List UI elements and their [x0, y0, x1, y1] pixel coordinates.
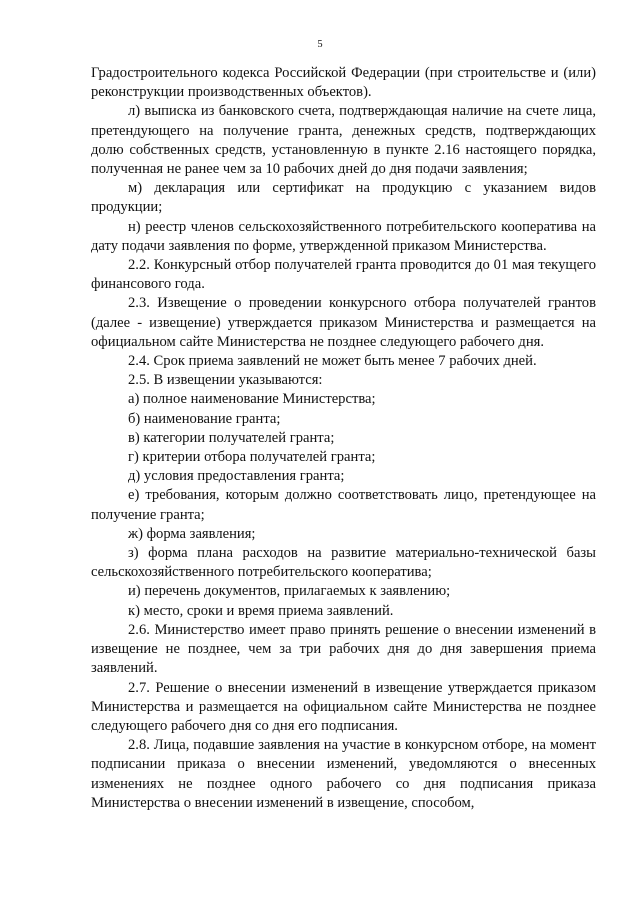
paragraph-item-m: м) декларация или сертификат на продукцию с указанием видов продукции;: [91, 180, 596, 216]
paragraph-2-7: 2.7. Решение о внесении изменений в извещение утверждается приказом Министерства и размещается на официальном сайте Министерства не позднее следующего рабочего дня со дня его подписания.: [91, 679, 596, 734]
paragraph-2-4: 2.4. Срок приема заявлений не может быть менее 7 рабочих дней.: [128, 353, 537, 370]
paragraph-continuation: Градостроительного кодекса Российской Федерации (при строительстве и (или) реконструкции производственных объектов).: [91, 65, 596, 101]
list-item-k: к) место, сроки и время приема заявлений.: [128, 602, 394, 619]
list-item-i: и) перечень документов, прилагаемых к заявлению;: [128, 583, 451, 600]
paragraph-item-n: н) реестр членов сельскохозяйственного потребительского кооператива на дату подачи заявления по форме, утвержденной приказом Министерства.: [91, 218, 596, 254]
paragraph-2-3: 2.3. Извещение о проведении конкурсного отбора получателей грантов (далее - извещение) утверждается приказом Министерства и размещается на официальном сайте Министерства не позднее следующего рабочего дня.: [91, 295, 596, 350]
paragraph-2-8: 2.8. Лица, подавшие заявления на участие в конкурсном отборе, на момент подписании приказа о внесении изменений, уведомляются о внесенных изменениях не позднее одного рабочего со дня подписания приказа Министерства о внесении изменений в извещение, способом,: [91, 737, 596, 811]
paragraph-2-6: 2.6. Министерство имеет право принять решение о внесении изменений в извещение не позднее, чем за три рабочих дня до дня завершения приема заявлений.: [91, 621, 596, 677]
list-item-zh: ж) форма заявления;: [128, 525, 256, 542]
list-item-d: д) условия предоставления гранта;: [128, 468, 345, 485]
list-item-e: е) требования, которым должно соответствовать лицо, претендующее на получение гранта;: [91, 487, 596, 523]
list-item-g: г) критерии отбора получателей гранта;: [128, 449, 376, 466]
list-item-a: а) полное наименование Министерства;: [128, 391, 376, 408]
list-item-v: в) категории получателей гранта;: [128, 429, 335, 446]
paragraph-2-5: 2.5. В извещении указываются:: [128, 372, 323, 389]
page-number: 5: [317, 39, 323, 50]
list-item-z: з) форма плана расходов на развитие материально-технической базы сельскохозяйственного потребительского кооператива;: [91, 545, 596, 581]
paragraph-item-l: л) выписка из банковского счета, подтверждающая наличие на счете лица, претендующего на получение гранта, денежных средств, подтверждающих долю собственных средств, установленную в пункте 2.16 настоящего порядка, полученная не ранее чем за 10 рабочих дней до дня подачи заявления;: [91, 103, 596, 178]
document-body: [91, 64, 596, 813]
paragraph-2-2: 2.2. Конкурсный отбор получателей гранта проводится до 01 мая текущего финансового года.: [91, 257, 596, 293]
list-item-b: б) наименование гранта;: [128, 410, 281, 427]
